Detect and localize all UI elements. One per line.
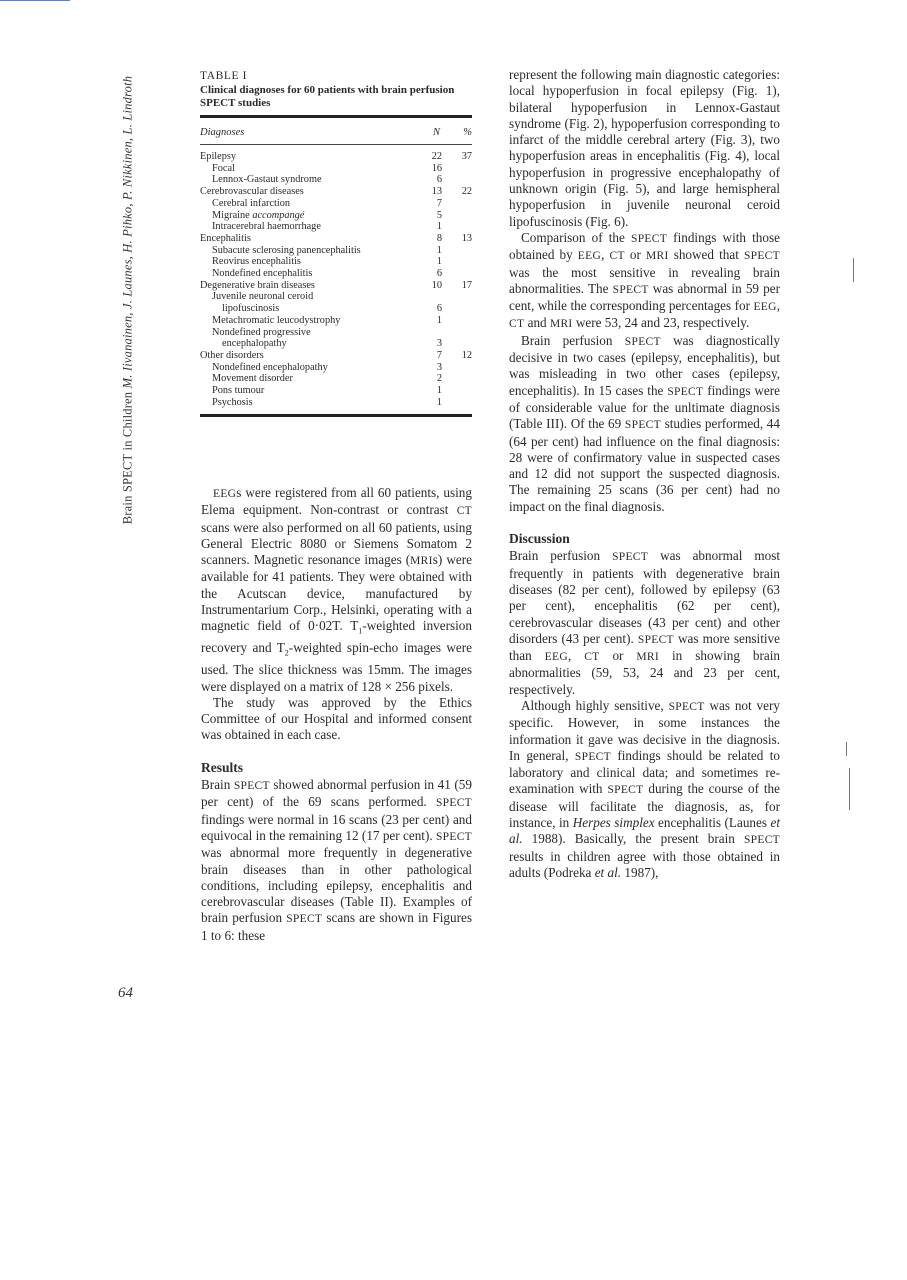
table-row xyxy=(200,385,472,397)
row-diagnosis: Pons tumour xyxy=(212,385,265,397)
row-diagnosis: Juvenile neuronal ceroid xyxy=(212,291,314,303)
table-row xyxy=(200,210,472,222)
row-n xyxy=(408,291,442,303)
row-pct xyxy=(442,373,472,385)
table-row xyxy=(200,327,472,339)
row-diagnosis: Psychosis xyxy=(212,396,253,408)
discussion-heading: Discussion xyxy=(509,531,570,547)
right-column xyxy=(509,67,780,881)
row-n: 1 xyxy=(436,385,442,397)
header-n: N xyxy=(432,127,440,138)
row-pct xyxy=(442,385,472,397)
row-diagnosis: Cerebrovascular diseases xyxy=(200,186,304,198)
row-diagnosis: Reovirus encephalitis xyxy=(212,256,301,268)
row-diagnosis: encephalopathy xyxy=(222,338,287,350)
table-row xyxy=(200,233,472,245)
row-n: 6 xyxy=(436,268,442,280)
row-diagnosis: Migraine accompangé xyxy=(212,209,305,221)
table-row xyxy=(200,362,472,374)
row-diagnosis: Nondefined encephalitis xyxy=(212,268,313,280)
row-diagnosis: Degenerative brain diseases xyxy=(200,279,315,291)
results-paragraph-1: Brain SPECT showed abnormal perfusion in 41 (59 per cent) of the 69 scans performed. SPECT findings were normal in 16 scans (23 per cent) and equivocal in the remaining 12 (17 per cent). SPECT was abnormal more frequently in degenerative brain diseases than in other pathological conditions, including epilepsy, encephalitis and cerebrovascular diseases (Table II). Examples of brain perfusion SPECT scans are shown in Figures 1 to 6: these xyxy=(201,777,472,943)
header-diagnoses: Diagnoses xyxy=(200,127,245,138)
row-pct xyxy=(442,303,472,315)
abbr-eegs: EEG xyxy=(213,488,237,500)
row-diagnosis: Epilepsy xyxy=(200,151,237,162)
row-n xyxy=(408,327,442,339)
table-caption: Clinical diagnoses for 60 patients with brain perfusion SPECT studies xyxy=(200,84,455,109)
row-diagnosis: Subacute sclerosing panencephalitis xyxy=(212,244,361,256)
row-n: 3 xyxy=(436,338,442,350)
table-row xyxy=(200,303,472,315)
row-pct xyxy=(442,174,472,186)
scan-mark xyxy=(853,258,854,282)
row-n: 10 xyxy=(431,279,442,291)
table-label: TABLE I xyxy=(200,70,248,82)
row-diagnosis: Lennox-Gastaut syndrome xyxy=(212,174,322,186)
table-row xyxy=(200,221,472,233)
table-row xyxy=(200,174,472,186)
row-pct xyxy=(442,291,472,303)
row-diagnosis: Other disorders xyxy=(200,349,264,361)
results-paragraph-4: Brain perfusion SPECT was diagnostically decisive in two cases (epilepsy, encephalitis), but was misleading in two other cases (epilepsy, encephalitis). In 15 cases the SPECT findings were of considerable value for the unltimate diagnosis (Table III). Of the 69 SPECT studies performed, 44 (64 per cent) had influence on the final diagnosis: 28 were of confirmatory value in suspected cases and 12 did not support the suspected diagnosis. The remaining 25 scans (36 per cent) had no impact on the final diagnosis. xyxy=(509,332,780,514)
row-diagnosis: Intracerebral haemorrhage xyxy=(212,221,321,233)
row-n: 22 xyxy=(431,151,442,162)
row-diagnosis: Metachromatic leucodystrophy xyxy=(212,314,341,326)
row-n: 3 xyxy=(436,361,442,373)
row-pct xyxy=(442,397,472,409)
row-pct xyxy=(442,315,472,327)
methods-paragraph-1: EEGs were registered from all 60 patients, using Elema equipment. Non-contrast or contrast CT scans were also performed on all 60 patients, using General Electric 8080 or Siemens Somatom 2 scanners. Magnetic resonance images (MRIs) were available for 41 patients. They were obtained with the Acutscan device, manufactured by Instrumentarium Corp., Helsinki, operating with a magnetic field of 0·02T. $T_1$-weighted inversion recovery and $T_2$-weighted spin-echo images were used. The slice thickness was 15mm. The images were displayed on a matrix of 128 × 256 pixels. xyxy=(201,485,472,694)
row-n: 13 xyxy=(431,186,442,198)
row-n: 6 xyxy=(436,174,442,186)
diagnoses-table xyxy=(200,151,472,408)
row-diagnosis: Encephalitis xyxy=(200,232,251,244)
row-n: 2 xyxy=(436,373,442,385)
table-row xyxy=(200,163,472,175)
row-n: 1 xyxy=(436,244,442,256)
row-pct xyxy=(442,245,472,257)
row-diagnosis: Cerebral infarction xyxy=(212,197,291,209)
row-pct: 12 xyxy=(461,349,472,361)
row-n: 1 xyxy=(436,396,442,408)
table-row xyxy=(200,245,472,257)
table-row xyxy=(200,397,472,409)
results-heading: Results xyxy=(201,759,244,775)
row-diagnosis: Nondefined encephalopathy xyxy=(212,361,328,373)
row-diagnosis: lipofuscinosis xyxy=(222,303,280,315)
table-row xyxy=(200,350,472,362)
running-head-authors: M. Iivanainen, J. Launes, H. Pihko, P. Nikkinen, L. Lindroth xyxy=(120,75,135,389)
row-n: 16 xyxy=(431,162,442,174)
table-row xyxy=(200,338,472,350)
row-pct xyxy=(442,198,472,210)
row-pct: 17 xyxy=(461,279,472,291)
table-row xyxy=(200,280,472,292)
table-row xyxy=(200,291,472,303)
table-row xyxy=(200,198,472,210)
methods-paragraph-2: The study was approved by the Ethics Committee of our Hospital and informed consent was obtained in each case. xyxy=(201,694,472,743)
running-head xyxy=(121,76,136,525)
discussion-paragraph-2: Although highly sensitive, SPECT was not very specific. However, in some instances the information it gave was decisive in the diagnosis. In general, SPECT findings should be related to laboratory and clinical data; and sometimes re-examination with SPECT during the course of the disease will facilitate the diagnosis, as, for instance, in Herpes simplex encephalitis (Launes et al. 1988). Basically, the present brain SPECT results in children agree with those obtained in adults (Podreka et al. 1987), xyxy=(509,697,780,880)
row-n: 7 xyxy=(436,349,442,361)
row-pct: 13 xyxy=(461,232,472,244)
table-row xyxy=(200,256,472,268)
row-pct: 37 xyxy=(461,151,472,162)
row-diagnosis: Focal xyxy=(212,162,235,174)
table-row xyxy=(200,186,472,198)
row-pct xyxy=(442,163,472,175)
row-n: 5 xyxy=(436,209,442,221)
row-pct xyxy=(442,268,472,280)
row-diagnosis: Nondefined progressive xyxy=(212,326,311,338)
top-edge-line xyxy=(0,0,70,1)
row-pct xyxy=(442,256,472,268)
header-pct: % xyxy=(463,127,472,138)
row-pct: 22 xyxy=(461,186,472,198)
table-1 xyxy=(200,70,472,417)
row-n: 1 xyxy=(436,256,442,268)
results-paragraph-3: Comparison of the SPECT findings with those obtained by EEG, CT or MRI showed that SPECT was the most sensitive in revealing brain abnormalities. The SPECT was abnormal in 59 per cent, while the corresponding percentages for EEG, CT and MRI were 53, 24 and 23, respectively. xyxy=(509,229,780,331)
row-n: 1 xyxy=(436,314,442,326)
table-row xyxy=(200,315,472,327)
table-bottom-rule xyxy=(200,414,472,417)
results-paragraph-2: represent the following main diagnostic categories: local hypoperfusion in focal epilepsy (Fig. 1), bilateral hypoperfusion in Lennox-Gastaut syndrome (Fig. 2), hypoperfusion corresponding to infarct of the middle cerebral artery (Fig. 3), two hypoperfusion areas in encephalitis (Fig. 4), local hypoperfusion in progressive encephalopathy of unknown origin (Fig. 5), and large hemispheral hypoperfusion in juvenile neuronal ceroid lipofuscinosis (Fig. 6). xyxy=(509,67,780,229)
discussion-paragraph-1: Brain perfusion SPECT was abnormal most frequently in patients with degenerative brain diseases (82 per cent), followed by epilepsy (63 per cent), encephalitis (62 per cent), cerebrovascular diseases (43 per cent) and other disorders (43 per cent). SPECT was more sensitive than EEG, CT or MRI in showing brain abnormalities (59, 53, 24 and 23 per cent, respectively. xyxy=(509,548,780,697)
row-diagnosis: Movement disorder xyxy=(212,373,293,385)
page-number: 64 xyxy=(118,985,133,1001)
row-n: 8 xyxy=(436,232,442,244)
row-pct xyxy=(442,210,472,222)
table-header xyxy=(200,118,472,144)
row-n: 1 xyxy=(436,221,442,233)
left-column xyxy=(201,485,472,944)
running-head-prefix: Brain SPECT in Children xyxy=(120,388,135,525)
row-pct xyxy=(442,221,472,233)
row-n: 6 xyxy=(436,303,442,315)
scan-mark xyxy=(846,742,847,756)
row-pct xyxy=(442,362,472,374)
table-row xyxy=(200,151,472,163)
row-pct xyxy=(442,327,472,339)
row-n: 7 xyxy=(436,197,442,209)
table-row xyxy=(200,373,472,385)
row-pct xyxy=(442,338,472,350)
table-row xyxy=(200,268,472,280)
table-header-rule xyxy=(200,144,472,145)
scan-mark xyxy=(849,768,850,810)
